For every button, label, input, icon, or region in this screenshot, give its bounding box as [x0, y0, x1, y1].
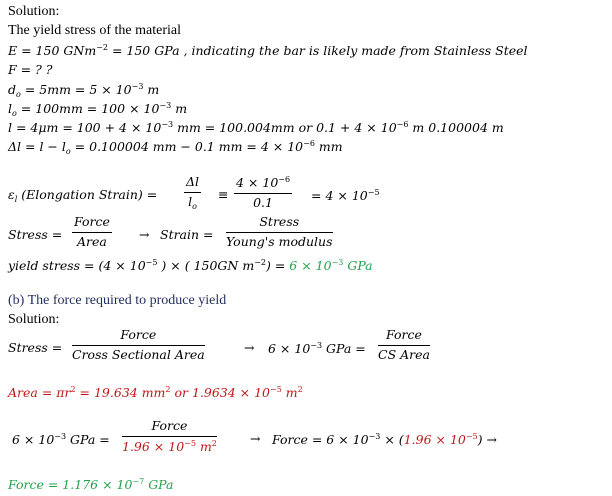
force-eq-rhs: Force = $6 \times 10^{-3} \times (1.96 \times 10^{-5})$ → — [272, 432, 497, 447]
strain-result: = $4 \times 10^{-5}$ — [311, 188, 380, 203]
arrow-2: → — [244, 340, 255, 355]
yield-stress-equals: $6 \times 10^{-3}$ GPa = — [268, 341, 366, 356]
given-original-length: $l_o = 100mm = 100 \times 10^{-3}$ m — [8, 101, 188, 118]
given-diameter: $d_o = 5mm = 5 \times 10^{-3}$ m — [8, 82, 160, 99]
given-delta-length: $\Delta l = l - l_o = 0.100004$ mm − 0.1 mm = $4 \times 10^{-6}$ mm — [8, 139, 343, 156]
stress-label-b: Stress = — [8, 340, 63, 355]
equivalence-sign: ≡ — [218, 187, 229, 202]
arrow-1: → — [139, 227, 150, 242]
given-youngs-modulus: E = 150 GNm$^{-2}$ = 150 GPa , indicating the bar is likely made from Stainless Steel — [8, 43, 528, 58]
stress-force-area-fraction: Force Area — [74, 214, 110, 249]
force-cs-area-fraction: Force CS Area — [378, 327, 430, 362]
yield-stress-result: $6 \times 10^{-3}$ GPa — [289, 258, 373, 273]
strain-label: $\varepsilon_l$ (Elongation Strain) = — [8, 187, 158, 204]
intro-text: The yield stress of the material — [8, 23, 181, 38]
force-eq-lhs: $6 \times 10^{-3}$ GPa = — [12, 432, 110, 447]
strain-fraction-2: $\frac{4 \times 10^{-6}}{0.1}$ — [236, 175, 291, 210]
part-b-title: (b) The force required to produce yield — [8, 293, 227, 308]
given-new-length: $l = 4\mu m = 100 + 4 \times 10^{-3}$ mm = 100.004mm or $0.1 + 4 \times 10^{-6}$ m 0.100004 m — [8, 120, 504, 135]
solution-label: Solution: — [8, 4, 60, 19]
arrow-3: → — [250, 431, 261, 446]
stress-label: Stress = — [8, 227, 63, 242]
stress-cross-section-fraction: Force Cross Sectional Area — [72, 327, 205, 362]
strain-stress-modulus-fraction: Stress Young's modulus — [226, 214, 333, 249]
given-force: F = ? ? — [8, 62, 53, 77]
force-area-fraction: Force $1.96 \times 10^{-5}$ $m^2$ — [122, 418, 217, 454]
strain-fraction-1: $\frac{\Delta l}{l_o}$ — [186, 174, 200, 211]
strain-def-label: Strain = — [160, 227, 214, 242]
force-result: Force = $1.176 \times 10^{-7}$ GPa — [8, 477, 174, 492]
yield-stress-line: yield stress = ($4 \times 10^{-5}$ ) × ( 150GN $m^{-2}) = 6 \times 10^{-3}$ GPa — [8, 258, 373, 273]
part-b-solution-label: Solution: — [8, 312, 60, 327]
area-line: Area = $\pi r^2 = 19.634$ $mm^2$ or $1.9634 \times 10^{-5}$ $m^2$ — [8, 385, 303, 400]
